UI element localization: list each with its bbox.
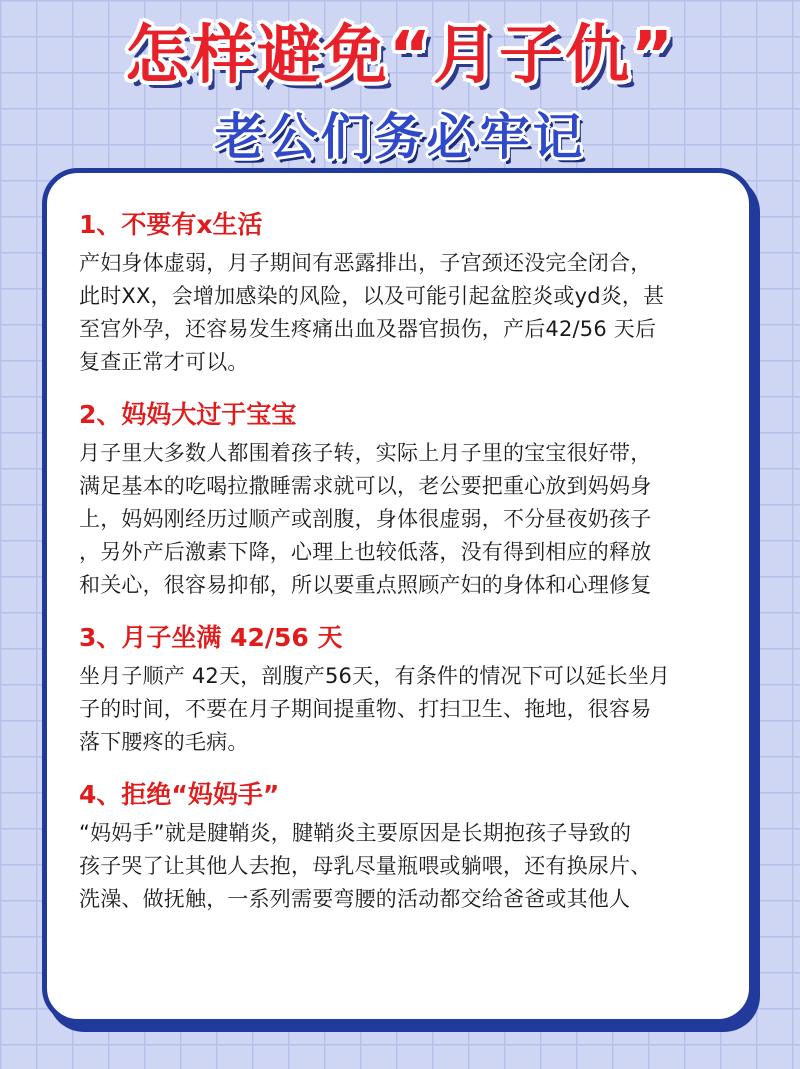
section-heading: 3、月子坐满 42/56 天 <box>79 623 343 652</box>
page-title: 怎样避免“月子仇” <box>124 19 676 93</box>
section-body <box>79 247 727 379</box>
section-full-confinement <box>79 620 727 759</box>
body-line: 坐月子顺产 42天，剖腹产56天，有条件的情况下可以延长坐月 <box>79 664 671 688</box>
body-line: 洗澡、做抚触，一系列需要弯腰的活动都交给爸爸或其他人 <box>79 887 631 911</box>
section-body <box>79 660 727 759</box>
body-line: 落下腰疼的毛病。 <box>79 730 249 754</box>
body-line: 子的时间，不要在月子期间提重物、打扫卫生、拖地，很容易 <box>79 697 652 721</box>
body-line: ，另外产后激素下降，心理上也较低落，没有得到相应的释放 <box>79 540 652 564</box>
body-line: “妈妈手”就是腱鞘炎，腱鞘炎主要原因是长期抱孩子导致的 <box>79 821 632 845</box>
content-card <box>42 168 754 1024</box>
section-no-sex <box>79 207 727 379</box>
body-line: 此时XX，会增加感染的风险，以及可能引起盆腔炎或yd炎，甚 <box>79 284 665 308</box>
body-line: 孩子哭了让其他人去抱，母乳尽量瓶喂或躺喂，还有换尿片、 <box>79 854 652 878</box>
body-line: 和关心，很容易抑郁，所以要重点照顾产妇的身体和心理修复 <box>79 573 652 597</box>
section-heading: 1、不要有x生活 <box>79 210 263 239</box>
section-body <box>79 437 727 602</box>
body-line: 满足基本的吃喝拉撒睡需求就可以，老公要把重心放到妈妈身 <box>79 474 652 498</box>
page-subtitle: 老公们务必牢记 <box>214 108 586 166</box>
body-line: 产妇身体虚弱，月子期间有恶露排出，子宫颈还没完全闭合， <box>79 251 652 275</box>
body-line: 月子里大多数人都围着孩子转，实际上月子里的宝宝很好带， <box>79 441 652 465</box>
section-heading: 2、妈妈大过于宝宝 <box>79 400 297 429</box>
section-body <box>79 817 727 916</box>
section-heading: 4、拒绝“妈妈手” <box>79 780 280 809</box>
section-mom-first <box>79 397 727 602</box>
body-line: 至宫外孕，还容易发生疼痛出血及器官损伤，产后42/56 天后 <box>79 317 657 341</box>
section-mom-hand <box>79 777 727 916</box>
body-line: 复查正常才可以。 <box>79 350 249 374</box>
body-line: 上，妈妈刚经历过顺产或剖腹，身体很虚弱，不分昼夜奶孩子 <box>79 507 652 531</box>
